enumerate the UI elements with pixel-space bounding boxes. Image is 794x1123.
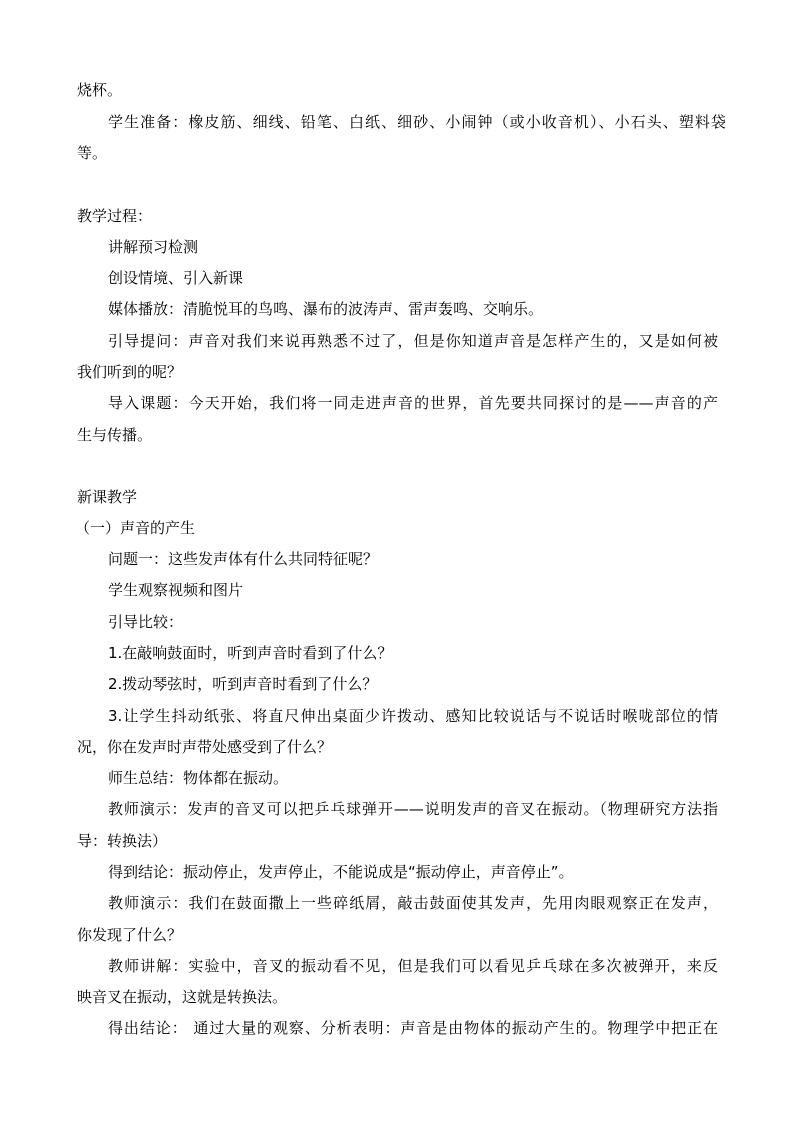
list-item-paper-ruler: 3.让学生抖动纸张、将直尺伸出桌面少许拨动、感知比较说话与不说话时喉咙部位的情 [108,707,718,725]
text-line-observe-video: 学生观察视频和图片 [108,581,244,599]
subsection-heading-sound-production: （一）声音的产生 [75,519,196,537]
section-heading-new-lesson: 新课教学 [77,488,138,506]
text-line-create-scene: 创设情境、引入新课 [108,269,244,287]
text-line-final-conclusion: 得出结论： 通过大量的观察、分析表明：声音是由物体的振动产生的。物理学中把正在 [108,1019,718,1037]
text-line-question-one: 问题一：这些发声体有什么共同特征呢？ [108,550,379,568]
list-item-drum: 1.在敲响鼓面时，听到声音时看到了什么？ [108,644,393,662]
text-line-teacher-explain: 教师讲解：实验中，音叉的振动看不见，但是我们可以看见乒乓球在多次被弹开，来反 [108,957,718,975]
text-line-tuning-fork-demo: 教师演示：发声的音叉可以把乒乓球弹开——说明发声的音叉在振动。（物理研究方法指 [108,800,718,818]
text-line-etc: 等。 [77,144,108,162]
list-item-paper-ruler-cont: 况，你在发声时声带处感受到了什么？ [77,738,333,756]
text-line-media-play: 媒体播放：清脆悦耳的鸟鸣、瀑布的波涛声、雷声轰鸣、交响乐。 [108,300,544,318]
text-line-summary: 师生总结：物体都在振动。 [108,769,289,787]
list-item-string: 2.拨动琴弦时，听到声音时看到了什么？ [108,675,378,693]
text-line-preview-check: 讲解预习检测 [108,238,199,256]
text-line-intro-topic: 导入课题：今天开始，我们将一同走进声音的世界，首先要共同探讨的是——声音的产 [108,394,718,412]
text-line-drum-demo: 教师演示：我们在鼓面撒上一些碎纸屑，敲击鼓面使其发声，先用肉眼观察正在发声， [108,894,718,912]
text-line-guide-question-cont: 我们听到的呢？ [77,363,183,381]
text-line-student-prep: 学生准备：橡皮筋、细线、铅笔、白纸、细砂、小闹钟（或小收音机）、小石头、塑料袋 [108,113,726,131]
text-line-drum-demo-cont: 你发现了什么？ [77,926,183,944]
text-line-guide-question: 引导提问：声音对我们来说再熟悉不过了，但是你知道声音是怎样产生的，又是如何被 [108,332,718,350]
text-line-intro-topic-cont: 生与传播。 [77,426,153,444]
text-line-beaker: 烧杯。 [77,81,123,99]
text-line-teacher-explain-cont: 映音叉在振动，这就是转换法。 [77,988,288,1006]
text-line-conclusion-one: 得到结论：振动停止，发声停止，不能说成是“振动停止，声音停止”。 [108,863,574,881]
text-line-guide-compare: 引导比较： [108,613,184,631]
section-heading-teaching-process: 教学过程： [77,207,153,225]
text-line-tuning-fork-demo-cont: 导：转换法） [77,832,168,850]
